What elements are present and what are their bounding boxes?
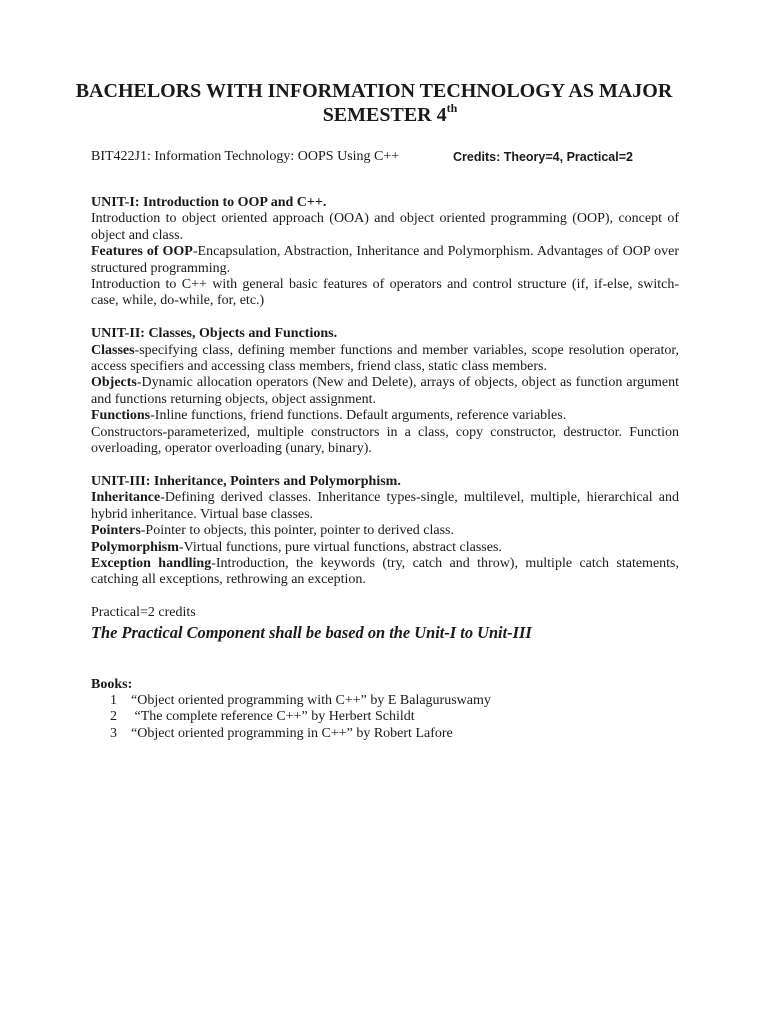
practical-note: The Practical Component shall be based on the Unit-I to Unit-III [91,622,532,642]
book-title: “The complete reference C++” by Herbert Schildt [131,709,415,725]
unit-heading: UNIT-II: Classes, Objects and Functions. [91,326,338,342]
topic-text: -Encapsulation, Abstraction, Inheritance and Polymorphism. Advantages of OOP over structured programming. [91,244,679,276]
topic-label: Inheritance [91,490,161,506]
book-item [91,726,679,742]
books-list [91,693,679,742]
unit-section [91,474,679,589]
semester-superscript: th [446,101,458,115]
topic-text: -Defining derived classes. Inheritance types-single, multilevel, multiple, hierarchical and hybrid inheritance. Virtual base classes. [91,490,679,522]
book-title: “Object oriented programming with C++” by E Balaguruswamy [131,692,491,708]
program-title: BACHELORS WITH INFORMATION TECHNOLOGY AS MAJOR [75,80,673,102]
unit-paragraph [91,425,679,458]
topic-label: Polymorphism [91,539,179,555]
books-section [91,677,679,743]
topic-text: -Inline functions, friend functions. Default arguments, reference variables. [150,408,567,424]
unit-paragraph [91,277,679,310]
units-container [91,195,679,589]
topic-label: Pointers [91,523,141,539]
topic-label: Features of OOP [91,244,193,260]
book-item [91,709,679,725]
topic-label: Classes [91,342,135,358]
topic-label: Functions [91,408,151,424]
topic-label: Objects [91,375,137,391]
unit-section [91,326,679,457]
course-credits: Credits: Theory=4, Practical=2 [453,150,633,164]
book-title: “Object oriented programming in C++” by Robert Lafore [131,725,453,741]
course-code: BIT422J1 [91,149,147,164]
unit-section [91,195,679,310]
unit-paragraph [91,375,679,408]
topic-text: -Introduction, the keywords (try, catch and throw), multiple catch statements, catching all exceptions, rethrowing an exception. [91,555,679,588]
unit-paragraph [91,244,679,277]
course-line [91,149,633,165]
practical-credits: Practical=2 credits [91,605,196,621]
semester-label: SEMESTER 4 [322,104,447,126]
topic-text: Introduction to C++ with general basic features of operators and control structure (if, if-else, switch-case, while, do-while, for, etc.) [91,277,679,309]
unit-heading: UNIT-I: Introduction to OOP and C++. [91,195,327,210]
topic-label: Exception handling [91,555,212,571]
topic-text: -specifying class, defining member functions and member variables, scope resolution operator, access specifiers and accessing class members, friend class, static class members. [91,342,679,375]
syllabus-body [91,195,679,742]
unit-paragraph [91,490,679,523]
semester-title [0,101,768,127]
unit-paragraph [91,556,679,589]
course-name: : Information Technology: OOPS Using C++ [147,149,400,164]
topic-text: Introduction to object oriented approach (OOA) and object oriented programming (OOP), concept of object and class. [91,211,679,243]
unit-paragraph [91,211,679,244]
practical-section [91,605,679,642]
book-number: 1 [110,692,117,708]
topic-text: -Dynamic allocation operators (New and Delete), arrays of objects, object as function argument and functions returning objects, object assignment. [91,375,679,407]
unit-paragraph [91,343,679,376]
unit-paragraph [91,523,679,539]
unit-heading: UNIT-III: Inheritance, Pointers and Polymorphism. [91,473,401,489]
topic-text: -Virtual functions, pure virtual functions, abstract classes. [178,539,502,555]
unit-paragraph [91,408,679,424]
topic-text: Constructors-parameterized, multiple constructors in a class, copy constructor, destructor. Function overloading, operator overloading (unary, binary). [91,424,679,457]
books-heading: Books: [91,676,133,692]
book-number: 3 [110,725,117,741]
unit-paragraph [91,540,679,556]
book-item [91,693,679,709]
book-number: 2 [110,709,117,725]
topic-text: -Pointer to objects, this pointer, pointer to derived class. [140,523,454,539]
